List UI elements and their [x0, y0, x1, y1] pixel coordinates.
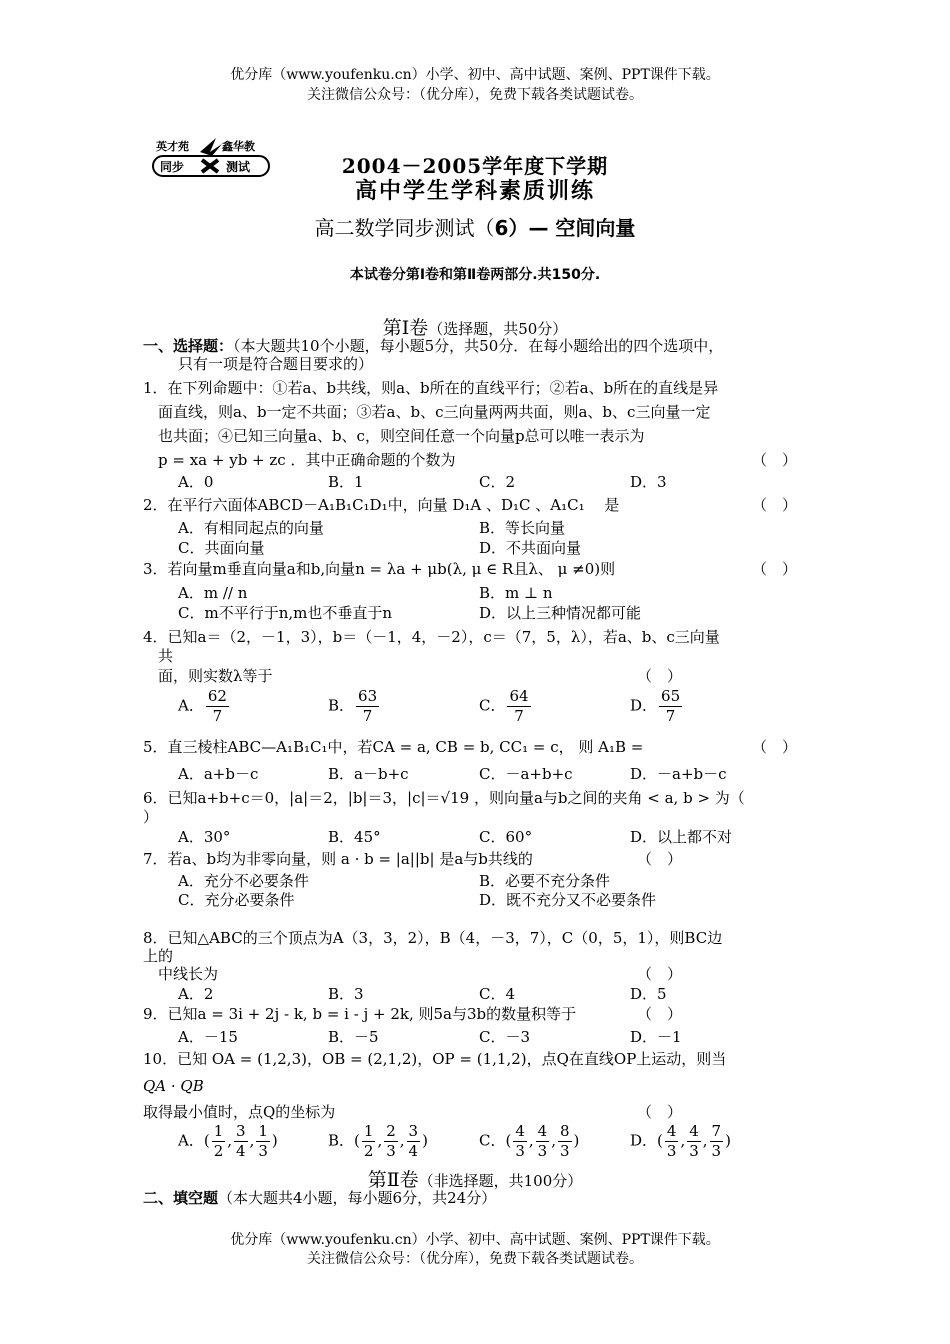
q1-option-b[interactable]: B．1 — [328, 473, 364, 491]
q7-option-c[interactable]: C．充分必要条件 — [178, 891, 295, 909]
part1-title: 第Ⅰ卷（选择题，共50分） — [382, 317, 568, 339]
section1-desc-2: 只有一项是符合题目要求的） — [178, 355, 374, 373]
q5-stem: 5．直三棱柱ABC—A₁B₁C₁中，若CA = a, CB = b, CC₁ = c， 则 A₁B = — [143, 738, 644, 756]
q3-option-c[interactable]: C．m不平行于n,m也不垂直于n — [178, 604, 393, 622]
q5-answer-bracket[interactable]: （ ） — [752, 738, 798, 756]
q10-option-d[interactable]: D．( $\frac{4}{3}$ , $\frac{4}{3}$ , $\frac{7}{3}$ ) — [630, 1122, 731, 1160]
section2-heading: 二、填空题（本大题共4小题，每小题6分，共24分） — [143, 1189, 497, 1207]
q4-line-2: 共 — [158, 647, 174, 665]
q4-line-3: 面，则实数λ等于 — [158, 667, 273, 685]
q6-option-a[interactable]: A．30° — [178, 828, 231, 846]
q6-option-b[interactable]: B．45° — [328, 828, 381, 846]
q1-line-4: p = xa + yb + zc ．其中正确命题的个数为 — [158, 451, 456, 469]
q4-option-d[interactable]: D． $\frac{65}{7}$ — [630, 687, 681, 725]
exam-intro: 本试卷分第Ⅰ卷和第Ⅱ卷两部分.共150分. — [349, 267, 601, 283]
q3-option-d[interactable]: D．以上三种情况都可能 — [479, 604, 642, 622]
q4-option-b[interactable]: B． $\frac{63}{7}$ — [328, 687, 378, 725]
q1-line-1: 1．在下列命题中：①若a、b共线，则a、b所在的直线平行；②若a、b所在的直线是异 — [143, 379, 719, 397]
q4-option-c[interactable]: C． $\frac{64}{7}$ — [479, 687, 529, 725]
q2-stem: 2．在平行六面体ABCD－A₁B₁C₁D₁中，向量 D₁A 、D₁C 、A₁C₁ 是 — [143, 496, 620, 514]
q9-option-d[interactable]: D．－1 — [630, 1028, 682, 1046]
q1-line-3: 也共面；④已知三向量a、b、c，则空间任意一个向量p总可以唯一表示为 — [158, 427, 645, 445]
q1-option-a[interactable]: A．0 — [178, 473, 214, 491]
title-subject: 高二数学同步测试（6）— 空间向量 — [314, 216, 636, 240]
header-line-2: 关注微信公众号：（优分库），免费下载各类试题试卷。 — [307, 87, 643, 103]
q7-option-d[interactable]: D．既不充分又不必要条件 — [479, 891, 657, 909]
part2-title: 第Ⅱ卷（非选择题，共100分） — [367, 1169, 583, 1191]
q9-option-b[interactable]: B．－5 — [328, 1028, 379, 1046]
q10-line-1: 10．已知 OA = (1,2,3)，OB = (2,1,2)，OP = (1,1,2)，点Q在直线OP上运动，则当 — [143, 1050, 727, 1068]
q5-option-c[interactable]: C．－a+b+c — [479, 765, 573, 783]
q2-option-b[interactable]: B．等长向量 — [479, 519, 566, 537]
header-line-1: 优分库（www.youfenku.cn）小学、初中、高中试题、案例、PPT课件下载。 — [230, 67, 720, 83]
title-main: 高中学生学科素质训练 — [354, 179, 595, 204]
q10-option-c[interactable]: C．( $\frac{4}{3}$ , $\frac{4}{3}$ , $\frac{8}{3}$ ) — [479, 1122, 580, 1160]
q7-stem: 7．若a、b均为非零向量，则 a · b = |a||b| 是a与b共线的 — [143, 850, 533, 868]
q6-line-2: ） — [143, 808, 159, 826]
q2-option-d[interactable]: D．不共面向量 — [479, 539, 582, 557]
q8-answer-bracket[interactable]: （ ） — [637, 965, 683, 983]
q3-stem: 3．若向量m垂直向量a和b,向量n = λa + μb(λ, μ ∈ R且λ、 μ ≠0)则 — [143, 560, 616, 578]
footer-line-1: 优分库（www.youfenku.cn）小学、初中、高中试题、案例、PPT课件下载。 — [230, 1232, 720, 1248]
q1-option-c[interactable]: C．2 — [479, 473, 516, 491]
svg-text:测试: 测试 — [226, 160, 251, 174]
svg-text:鑫华教: 鑫华教 — [222, 140, 255, 153]
q2-option-a[interactable]: A．有相同起点的向量 — [178, 519, 324, 537]
q8-line-1: 8．已知△ABC的三个顶点为A（3，3，2），B（4，－3，7），C（0，5，1），则BC边 — [143, 929, 723, 947]
q5-option-b[interactable]: B．a－b+c — [328, 765, 409, 783]
q10-option-a[interactable]: A．( $\frac{1}{2}$ , $\frac{3}{4}$ , $\frac{1}{3}$ ) — [178, 1122, 278, 1160]
q1-answer-bracket[interactable]: （ ） — [752, 451, 798, 469]
q1-line-2: 面直线，则a、b一定不共面；③若a、b、c三向量两两共面，则a、b、c三向量一定 — [158, 403, 711, 421]
q6-line-1: 6．已知a+b+c＝0，|a|＝2，|b|＝3，|c|＝√19 ，则向量a与b之间的夹角 < a, b > 为（ — [143, 789, 745, 807]
q9-option-c[interactable]: C．－3 — [479, 1028, 531, 1046]
q7-option-b[interactable]: B．必要不充分条件 — [479, 872, 611, 890]
q6-option-d[interactable]: D．以上都不对 — [630, 828, 733, 846]
q10-answer-bracket[interactable]: （ ） — [637, 1103, 683, 1121]
q10-line-2: QA · QB — [143, 1077, 204, 1095]
footer-line-2: 关注微信公众号：（优分库），免费下载各类试题试卷。 — [307, 1251, 643, 1267]
q2-answer-bracket[interactable]: （ ） — [752, 496, 798, 514]
q4-line-1: 4．已知a＝（2，－1，3），b＝（－1，4，－2），c＝（7，5，λ），若a、b、c三向量 — [143, 628, 720, 646]
section1-heading: 一、选择题：（本大题共10个小题，每小题5分，共50分．在每小题给出的四个选项中， — [143, 337, 724, 355]
q3-answer-bracket[interactable]: （ ） — [752, 560, 798, 578]
q8-line-2: 上的 — [143, 947, 174, 965]
q2-option-c[interactable]: C．共面向量 — [178, 539, 265, 557]
svg-text:英才苑: 英才苑 — [156, 140, 189, 153]
q8-option-d[interactable]: D．5 — [630, 985, 667, 1003]
q6-option-c[interactable]: C．60° — [479, 828, 533, 846]
q9-option-a[interactable]: A．－15 — [178, 1028, 238, 1046]
q5-option-d[interactable]: D．－a+b－c — [630, 765, 727, 783]
q5-option-a[interactable]: A．a+b－c — [178, 765, 259, 783]
q9-answer-bracket[interactable]: （ ） — [637, 1005, 683, 1023]
q4-answer-bracket[interactable]: （ ） — [637, 667, 683, 685]
q10-line-3: 取得最小值时，点Q的坐标为 — [143, 1103, 336, 1121]
q7-option-a[interactable]: A．充分不必要条件 — [178, 872, 309, 890]
q9-stem: 9．已知a = 3i + 2j - k, b = i - j + 2k, 则5a与3b的数量积等于 — [143, 1005, 577, 1023]
q1-option-d[interactable]: D．3 — [630, 473, 667, 491]
q8-line-3: 中线长为 — [158, 965, 219, 983]
q8-option-c[interactable]: C．4 — [479, 985, 516, 1003]
q8-option-a[interactable]: A．2 — [178, 985, 214, 1003]
svg-text:同步: 同步 — [160, 160, 185, 174]
q7-answer-bracket[interactable]: （ ） — [637, 850, 683, 868]
q3-option-b[interactable]: B．m ⊥ n — [479, 584, 553, 602]
q8-option-b[interactable]: B．3 — [328, 985, 364, 1003]
q3-option-a[interactable]: A．m // n — [178, 584, 248, 602]
title-year: 2004－2005学年度下学期 — [341, 154, 609, 178]
q10-option-b[interactable]: B．( $\frac{1}{2}$ , $\frac{2}{3}$ , $\frac{3}{4}$ ) — [328, 1122, 428, 1160]
q4-option-a[interactable]: A． $\frac{62}{7}$ — [178, 687, 227, 725]
